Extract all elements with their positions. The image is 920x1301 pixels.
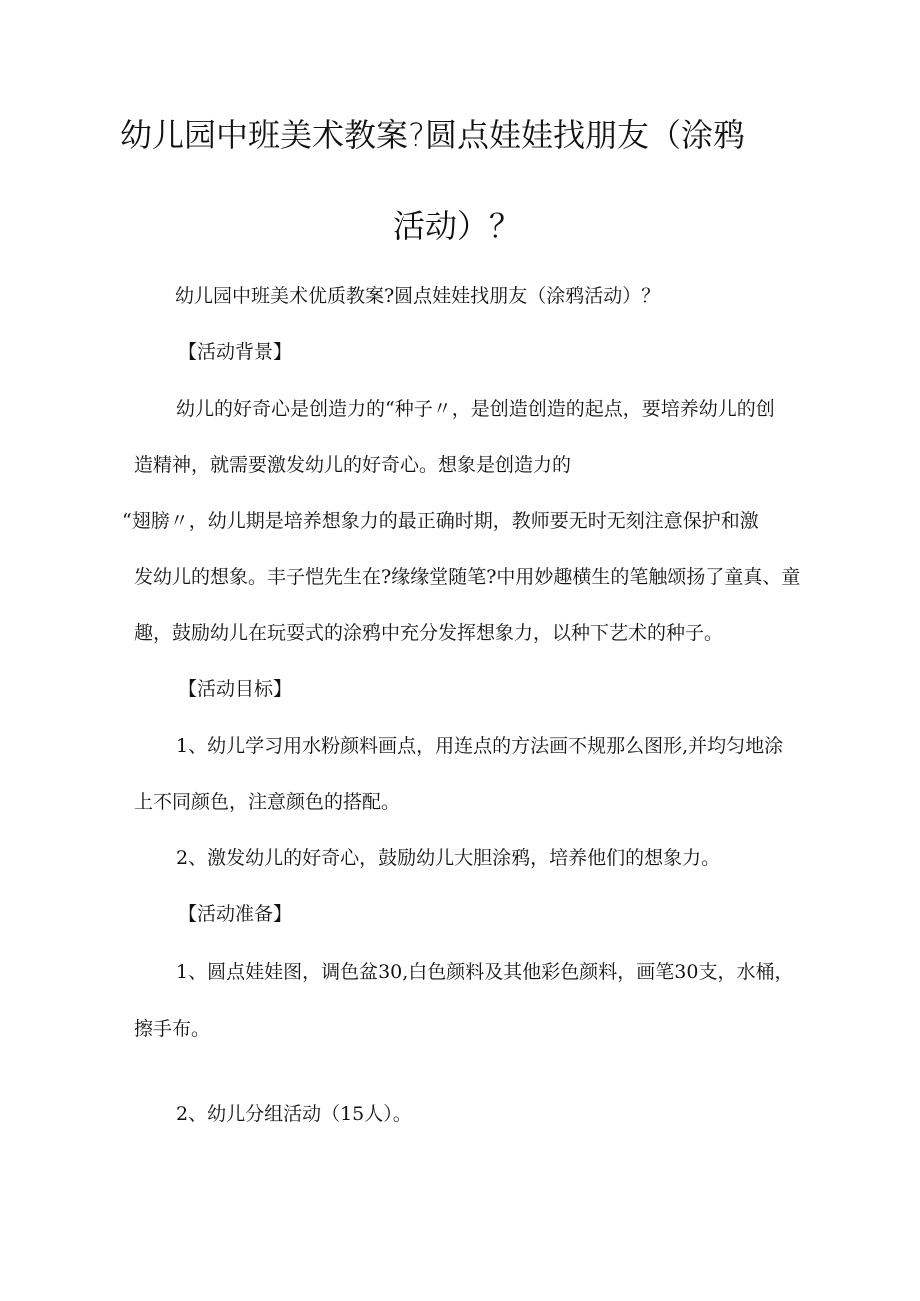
document-title-line-1: 幼儿园中班美术教案?圆点娃娃找朋友（涂鸦 xyxy=(120,116,745,154)
paragraph-line: 发幼儿的想象。丰子恺先生在?缘缘堂随笔?中用妙趣横生的笔触颂扬了童真、童 xyxy=(134,566,801,588)
document-title-line-2: 活动）？ xyxy=(393,207,522,245)
list-item-prep-1-continued: 擦手布。 xyxy=(134,1018,211,1040)
list-item-prep-2: 2、幼儿分组活动（15人）。 xyxy=(176,1103,412,1125)
section-heading-goals: 【活动目标】 xyxy=(178,678,293,700)
paragraph-line: 趣，鼓励幼儿在玩耍式的涂鸦中充分发挥想象力，以种下艺术的种子。 xyxy=(134,622,724,644)
section-heading-preparation: 【活动准备】 xyxy=(178,903,293,925)
paragraph-line: 幼儿的好奇心是创造力的“种子〃，是创造创造的起点，要培养幼儿的创 xyxy=(176,398,775,420)
document-subtitle: 幼儿园中班美术优质教案?圆点娃娃找朋友（涂鸦活动）？ xyxy=(175,285,661,307)
list-item-goal-1: 1、幼儿学习用水粉颜料画点，用连点的方法画不规那么图形,并均匀地涂 xyxy=(176,735,784,757)
list-item-goal-2: 2、激发幼儿的好奇心，鼓励幼儿大胆涂鸦，培养他们的想象力。 xyxy=(176,847,721,869)
section-heading-background: 【活动背景】 xyxy=(178,341,293,363)
paragraph-line: “翅膀〃，幼儿期是培养想象力的最正确时期，教师要无时无刻注意保护和激 xyxy=(122,510,759,532)
list-item-goal-1-continued: 上不同颜色，注意颜色的搭配。 xyxy=(134,791,401,813)
paragraph-line: 造精神，就需要激发幼儿的好奇心。想象是创造力的 xyxy=(134,454,572,476)
list-item-prep-1: 1、圆点娃娃图，调色盆30,白色颜料及其他彩色颜料，画笔30支，水桶， xyxy=(176,961,794,983)
